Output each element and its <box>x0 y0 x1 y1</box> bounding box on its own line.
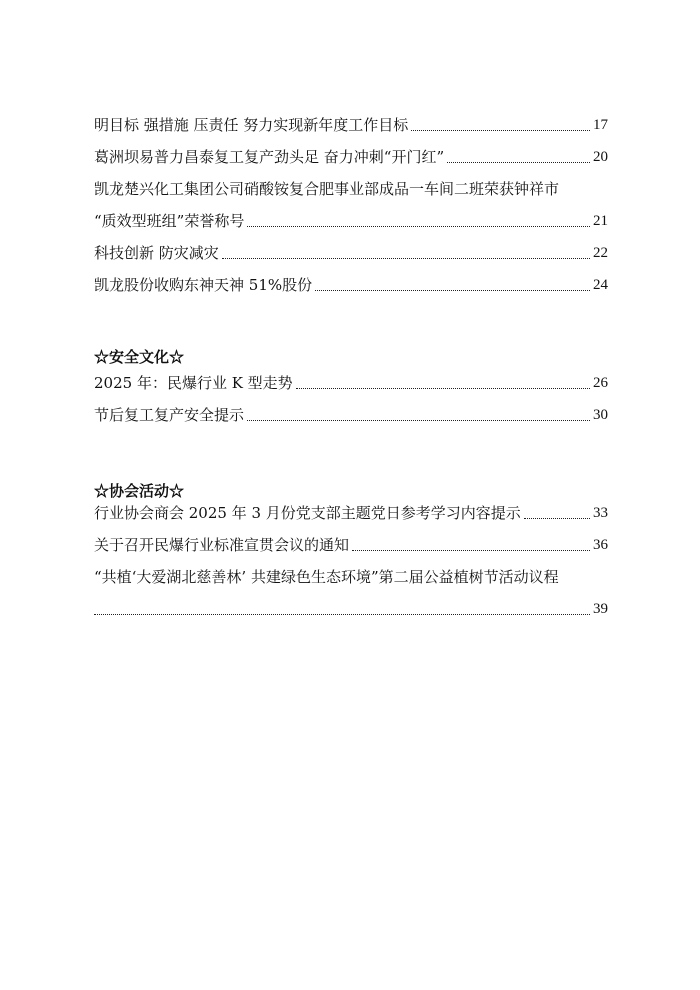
section-heading-safety: ☆安全文化☆ <box>94 348 185 366</box>
dot-leader <box>524 518 590 519</box>
dot-leader <box>247 226 590 227</box>
toc-entry[interactable] <box>94 145 608 169</box>
toc-entry-page: 24 <box>593 277 608 293</box>
toc-entry[interactable] <box>94 273 608 297</box>
section-heading-association: ☆协会活动☆ <box>94 482 185 500</box>
toc-entry[interactable] <box>94 597 608 621</box>
dot-leader <box>352 550 590 551</box>
dot-leader <box>447 162 590 163</box>
toc-entry-title-continued: “质效型班组”荣誉称号 <box>94 212 245 230</box>
toc-entry[interactable] <box>94 371 608 395</box>
toc-entry-page: 33 <box>593 505 608 521</box>
toc-entry-title: 行业协会商会 2025 年 3 月份党支部主题党日参考学习内容提示 <box>94 504 521 522</box>
toc-entry-page: 36 <box>593 537 608 553</box>
toc-entry-title: “共植‘大爱湖北慈善林’ 共建绿色生态环境”第二届公益植树节活动议程 <box>94 568 559 586</box>
toc-entry-title: 凯龙股份收购东神天神 51%股份 <box>94 276 313 294</box>
toc-entry-page: 39 <box>593 601 608 617</box>
toc-entry[interactable] <box>94 403 608 427</box>
toc-entry[interactable] <box>94 113 608 137</box>
toc-entry-page: 21 <box>593 213 608 229</box>
toc-entry-page: 20 <box>593 149 608 165</box>
dot-leader <box>296 388 590 389</box>
toc-entry-line1[interactable] <box>94 565 608 589</box>
toc-entry-page: 30 <box>593 407 608 423</box>
dot-leader <box>315 290 590 291</box>
toc-entry[interactable] <box>94 501 608 525</box>
toc-entry-title: 凯龙楚兴化工集团公司硝酸铵复合肥事业部成品一车间二班荣获钟祥市 <box>94 180 560 198</box>
toc-entry-page: 17 <box>593 117 608 133</box>
dot-leader <box>222 258 590 259</box>
dot-leader <box>247 420 590 421</box>
toc-entry-title: 葛洲坝易普力昌泰复工复产劲头足 奋力冲刺“开门红” <box>94 148 445 166</box>
toc-entry-title: 关于召开民爆行业标准宣贯会议的通知 <box>94 536 350 554</box>
toc-entry-title: 2025 年：民爆行业 K 型走势 <box>94 374 293 392</box>
toc-entry-page: 22 <box>593 245 608 261</box>
toc-entry-title: 科技创新 防灾减灾 <box>94 244 219 262</box>
toc-entry-title: 明目标 强措施 压责任 努力实现新年度工作目标 <box>94 116 409 134</box>
toc-entry[interactable] <box>94 533 608 557</box>
dot-leader <box>94 614 590 615</box>
toc-entry-line1[interactable] <box>94 177 608 201</box>
toc-entry[interactable] <box>94 209 608 233</box>
toc-entry-page: 26 <box>593 375 608 391</box>
toc-entry[interactable] <box>94 241 608 265</box>
toc-entry-title: 节后复工复产安全提示 <box>94 406 245 424</box>
dot-leader <box>411 130 590 131</box>
